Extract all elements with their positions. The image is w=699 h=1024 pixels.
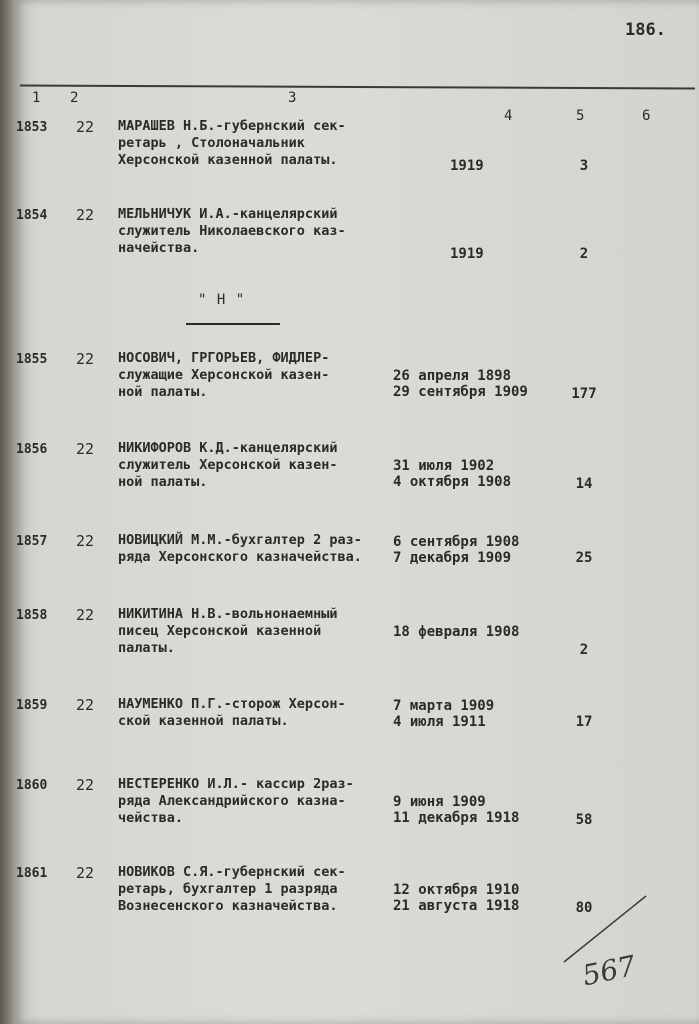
description-line: ретарь , Столоначальник — [118, 135, 305, 151]
end-date: 4 июля 1911 — [393, 714, 486, 730]
start-date: 18 февраля 1908 — [393, 624, 520, 640]
description-line: ной палаты. — [118, 384, 208, 400]
column-number-1: 1 — [32, 90, 41, 106]
section-letter-marker: " Н " — [198, 292, 246, 308]
item-date-range — [393, 882, 519, 914]
item-number: 1857 — [16, 534, 48, 549]
description-line: НОСОВИЧ, ГРГОРЬЕВ, ФИДЛЕР- — [118, 350, 330, 366]
description-line: НАУМЕНКО П.Г.-сторож Херсон- — [118, 696, 346, 712]
fund-number: 22 — [76, 532, 95, 550]
end-date: 29 сентября 1909 — [393, 384, 528, 400]
description-line: начейства. — [118, 240, 200, 256]
page-number: 186. — [625, 20, 666, 40]
column-number-4: 4 — [504, 108, 513, 124]
description-line: ряда Херсонского казначейства. — [118, 549, 362, 565]
description-line: палаты. — [118, 640, 175, 656]
description-line: чейства. — [118, 810, 184, 826]
item-date-range — [393, 794, 519, 826]
item-number: 1855 — [16, 352, 48, 367]
description-line: служащие Херсонской казен- — [118, 367, 330, 383]
column-number-3: 3 — [288, 90, 297, 106]
description-line: НИКИТИНА Н.В.-вольнонаемный — [118, 606, 338, 622]
description-line: НЕСТЕРЕНКО И.Л.- кассир 2раз- — [118, 776, 354, 792]
start-date: 12 октября 1910 — [393, 882, 520, 898]
section-underline — [186, 323, 280, 325]
sheet-count: 14 — [575, 476, 593, 492]
item-date-range — [393, 698, 494, 730]
description-line: НИКИФОРОВ К.Д.-канцелярский — [118, 440, 338, 456]
description-line: МЕЛЬНИЧУК И.А.-канцелярский — [118, 206, 338, 222]
description-line: писец Херсонской казенной — [118, 623, 322, 639]
end-date: 7 декабря 1909 — [393, 550, 512, 566]
fund-number: 22 — [76, 350, 95, 368]
description-line: ряда Александрийского казна- — [118, 793, 346, 809]
item-year: 1919 — [450, 246, 484, 262]
sheet-count: 2 — [579, 642, 589, 658]
description-line: Херсонской казенной палаты. — [118, 152, 338, 168]
start-date: 26 апреля 1898 — [393, 368, 512, 384]
item-description — [118, 206, 398, 257]
fund-number: 22 — [76, 206, 95, 224]
item-number: 1856 — [16, 442, 48, 457]
sheet-count: 17 — [575, 714, 593, 730]
item-date-range — [393, 368, 528, 400]
item-description — [118, 606, 398, 657]
start-date: 31 июля 1902 — [393, 458, 495, 474]
description-line: Вознесенского казначейства. — [118, 898, 338, 914]
description-line: НОВИКОВ С.Я.-губернский сек- — [118, 864, 346, 880]
sheet-count: 58 — [575, 812, 593, 828]
item-year: 1919 — [450, 158, 484, 174]
column-number-6: 6 — [642, 108, 651, 124]
description-line: служитель Херсонской казен- — [118, 457, 338, 473]
handwritten-folio-mark — [560, 890, 650, 1000]
item-number: 1859 — [16, 698, 48, 713]
sheet-count: 25 — [575, 550, 593, 566]
item-number: 1861 — [16, 866, 48, 881]
fund-number: 22 — [76, 118, 95, 136]
fund-number: 22 — [76, 696, 95, 714]
item-description — [118, 118, 398, 169]
item-number: 1860 — [16, 778, 48, 793]
sheet-count: 177 — [571, 386, 597, 402]
item-description — [118, 440, 398, 491]
item-number: 1854 — [16, 208, 48, 223]
sheet-count: 3 — [579, 158, 589, 174]
fund-number: 22 — [76, 606, 95, 624]
fund-number: 22 — [76, 440, 95, 458]
item-date-range — [393, 624, 519, 640]
description-line: ской казенной палаты. — [118, 713, 289, 729]
item-description — [118, 350, 398, 401]
start-date: 9 июня 1909 — [393, 794, 486, 810]
start-date: 6 сентября 1908 — [393, 534, 520, 550]
start-date: 7 марта 1909 — [393, 698, 495, 714]
description-line: ной палаты. — [118, 474, 208, 490]
end-date: 21 августа 1918 — [393, 898, 520, 914]
description-line: МАРАШЕВ Н.Б.-губернский сек- — [118, 118, 346, 134]
item-description — [118, 776, 398, 827]
item-description — [118, 696, 398, 730]
item-number: 1853 — [16, 120, 48, 135]
description-line: ретарь, бухгалтер 1 разряда — [118, 881, 338, 897]
end-date: 4 октября 1908 — [393, 474, 512, 490]
fund-number: 22 — [76, 864, 95, 882]
description-line: служитель Николаевского каз- — [118, 223, 346, 239]
end-date: 11 декабря 1918 — [393, 810, 520, 826]
item-date-range — [393, 458, 511, 490]
fund-number: 22 — [76, 776, 95, 794]
item-date-range — [393, 534, 519, 566]
item-number: 1858 — [16, 608, 48, 623]
item-description — [118, 864, 398, 915]
handwritten-number: 567 — [579, 948, 639, 993]
sheet-count: 2 — [579, 246, 589, 262]
item-description — [118, 532, 398, 566]
sheet-count: 80 — [575, 900, 593, 916]
column-number-2: 2 — [70, 90, 79, 106]
description-line: НОВИЦКИЙ М.М.-бухгалтер 2 раз- — [118, 532, 362, 548]
column-number-5: 5 — [576, 108, 585, 124]
